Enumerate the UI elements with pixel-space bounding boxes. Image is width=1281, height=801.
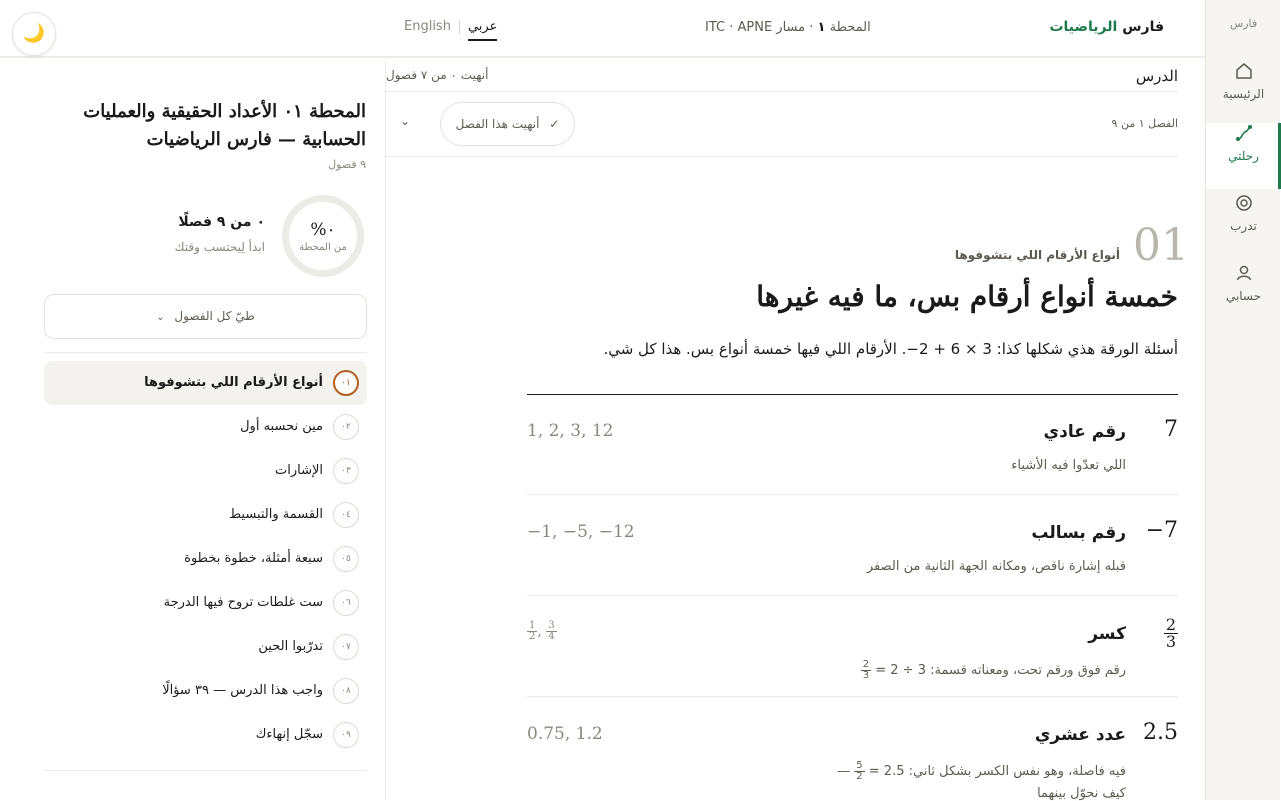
section-title: خمسة أنواع أرقام بس، ما فيه غيرها	[756, 280, 1178, 313]
station-prefix: المحطة	[829, 20, 871, 35]
section-number: 01	[1133, 220, 1189, 271]
number-type-examples: −1, −5, −12	[527, 522, 635, 542]
station-number: ١	[817, 20, 826, 35]
lang-english[interactable]: English	[404, 19, 451, 34]
chapter-label: مين نحسبه أول	[240, 419, 323, 434]
lesson-content	[386, 60, 1189, 801]
chapter-item-8[interactable]	[44, 669, 367, 713]
chapter-item-6[interactable]	[44, 581, 367, 625]
nav-item-practice[interactable]	[1206, 193, 1281, 259]
outline-title: المحطة ٠١ الأعداد الحقيقية والعمليات الحسابية — فارس الرياضيات	[83, 101, 366, 150]
theme-toggle-button[interactable]	[12, 12, 56, 56]
number-type-row	[527, 597, 1178, 697]
number-type-row	[527, 395, 1178, 495]
section-intro: أسئلة الورقة هذي شكلها كذا: 3 × 6 + 2−. الأرقام اللي فيها خمسة أنواع بس. هذا كل شي.	[603, 340, 1178, 358]
lang-arabic[interactable]: عربي	[468, 19, 497, 41]
chevron-down-icon: ⌄	[156, 312, 165, 323]
progress-ring	[282, 195, 364, 277]
top-bar	[0, 0, 1205, 58]
station-outline-panel	[0, 60, 386, 800]
fraction-numerator: 2	[1165, 615, 1176, 634]
nav-item-journey[interactable]	[1206, 123, 1281, 189]
chapter-item-3[interactable]	[44, 449, 367, 493]
number-type-description: اللي تعدّوا فيه الأشياء	[1011, 458, 1126, 473]
mark-chapter-done-button[interactable]	[440, 102, 575, 146]
number-type-examples: 0.75, 1.2	[527, 724, 603, 744]
chapter-number: ٠٢	[333, 414, 359, 440]
target-icon	[1234, 193, 1254, 213]
station-track-label	[705, 20, 871, 35]
number-type-description	[837, 761, 1126, 782]
brand-logo[interactable]	[1049, 19, 1164, 35]
nav-item-account[interactable]	[1206, 263, 1281, 329]
lang-separator	[459, 20, 460, 34]
lesson-label: الدرس	[1135, 67, 1178, 85]
outline-chapter-count: ٩ فصول	[328, 158, 366, 171]
description-tail: —	[837, 764, 851, 779]
chapter-label: أنواع الأرقام اللي بتشوفوها	[144, 375, 323, 390]
check-icon: ✓	[549, 117, 560, 131]
language-switcher	[404, 19, 497, 41]
fraction-denominator: 2	[529, 631, 536, 642]
fraction-numerator: 3	[548, 620, 555, 631]
section-eyebrow: أنواع الأرقام اللي بتشوفوها	[954, 248, 1120, 262]
rail-brand: فارس	[1229, 17, 1258, 30]
number-type-description-continued: كيف نحوّل بينهما	[1037, 786, 1126, 801]
chapter-label: ست غلطات تروح فيها الدرجة	[163, 595, 323, 610]
route-icon	[1234, 123, 1254, 143]
progress-percent: ٠%	[310, 220, 336, 240]
finished-chapters-count: أنهيت ٠ من ٧ فصول	[386, 68, 489, 82]
divider	[44, 352, 367, 353]
brand-prefix: فارس	[1122, 19, 1164, 35]
chapter-number: ٠٤	[333, 502, 359, 528]
nav-item-home-label: الرئيسية	[1222, 87, 1265, 101]
nav-item-journey-label: رحلتي	[1228, 149, 1259, 163]
user-icon	[1234, 263, 1254, 283]
number-type-name: كسر	[1088, 624, 1126, 644]
divider	[44, 770, 367, 771]
number-type-symbol: 2.5	[1143, 720, 1178, 745]
fraction-denominator: 3	[1165, 632, 1176, 651]
fraction-numerator: 1	[529, 620, 536, 631]
home-icon	[1234, 61, 1254, 81]
mark-done-label: أنهيت هذا الفصل	[455, 117, 540, 131]
progress-count: ٠ من ٩ فصلًا	[178, 214, 265, 230]
chapter-item-9[interactable]	[44, 713, 367, 757]
chapter-item-1[interactable]	[44, 361, 367, 405]
description-text: فيه فاصلة، وهو نفس الكسر بشكل ثاني: 2.5 =	[868, 764, 1126, 779]
number-type-symbol: 7	[1164, 417, 1178, 442]
chapter-toolbar	[386, 91, 1178, 157]
fraction-denominator: 3	[862, 670, 870, 681]
number-type-name: رقم عادي	[1043, 422, 1126, 442]
number-type-description	[861, 660, 1126, 681]
chapter-label: تدرّبوا الحين	[258, 639, 323, 654]
chapter-item-4[interactable]	[44, 493, 367, 537]
nav-item-practice-label: تدرب	[1230, 219, 1257, 233]
chapter-number: ٠٩	[333, 722, 359, 748]
chapter-item-5[interactable]	[44, 537, 367, 581]
chapter-number: ٠٦	[333, 590, 359, 616]
brand-accent: الرياضيات	[1049, 19, 1118, 35]
moon-icon: 🌙	[22, 23, 46, 44]
fraction-denominator: 4	[548, 631, 555, 642]
number-type-examples: 1, 2, 3, 12	[527, 421, 614, 441]
chapter-number: ٠٨	[333, 678, 359, 704]
fraction-denominator: 2	[856, 771, 863, 782]
station-suffix: · مسار ITC · APNE	[705, 20, 814, 35]
examples-separator: ,	[537, 623, 542, 640]
chapter-label: واجب هذا الدرس — ٣٩ سؤالًا	[162, 683, 323, 698]
chapter-number: ٠٣	[333, 458, 359, 484]
nav-item-account-label: حسابي	[1225, 289, 1262, 303]
side-nav-rail	[1205, 0, 1280, 800]
nav-item-home[interactable]	[1206, 61, 1281, 127]
number-type-examples	[527, 621, 557, 642]
chapter-item-7[interactable]	[44, 625, 367, 669]
number-type-symbol: −7	[1145, 518, 1178, 543]
collapse-all-label: طيّ كل الفصول	[174, 309, 255, 323]
chapter-label: القسمة والتبسيط	[229, 507, 323, 522]
number-type-symbol	[1164, 617, 1178, 650]
number-type-row	[527, 496, 1178, 596]
number-type-row	[527, 698, 1178, 801]
chapter-label: سجّل إنهاءك	[255, 727, 323, 742]
collapse-all-button[interactable]	[44, 294, 367, 339]
chapter-label: الإشارات	[274, 463, 323, 478]
progress-ring-label: من المحطة	[299, 242, 347, 253]
chevron-down-icon[interactable]: ⌄	[400, 114, 411, 128]
progress-hint: ابدأ لِيحتسب وقتك	[174, 240, 265, 254]
chapter-number: ٠١	[333, 370, 359, 396]
fraction-numerator: 2	[862, 659, 870, 670]
chapter-item-2[interactable]	[44, 405, 367, 449]
number-type-name: رقم بسالب	[1031, 523, 1126, 543]
chapter-position: الفصل ١ من ٩	[1111, 117, 1178, 130]
number-type-name: عدد عشري	[1034, 725, 1126, 745]
description-text: رقم فوق ورقم تحت، ومعناته قسمة: 3 ÷ 2 =	[875, 663, 1126, 678]
fraction-numerator: 5	[856, 760, 863, 771]
chapter-number: ٠٧	[333, 634, 359, 660]
number-type-description: قبله إشارة ناقص، ومكانه الجهة الثانية من الصفر	[866, 559, 1126, 574]
chapter-label: سبعة أمثلة، خطوة بخطوة	[184, 551, 323, 566]
chapter-number: ٠٥	[333, 546, 359, 572]
